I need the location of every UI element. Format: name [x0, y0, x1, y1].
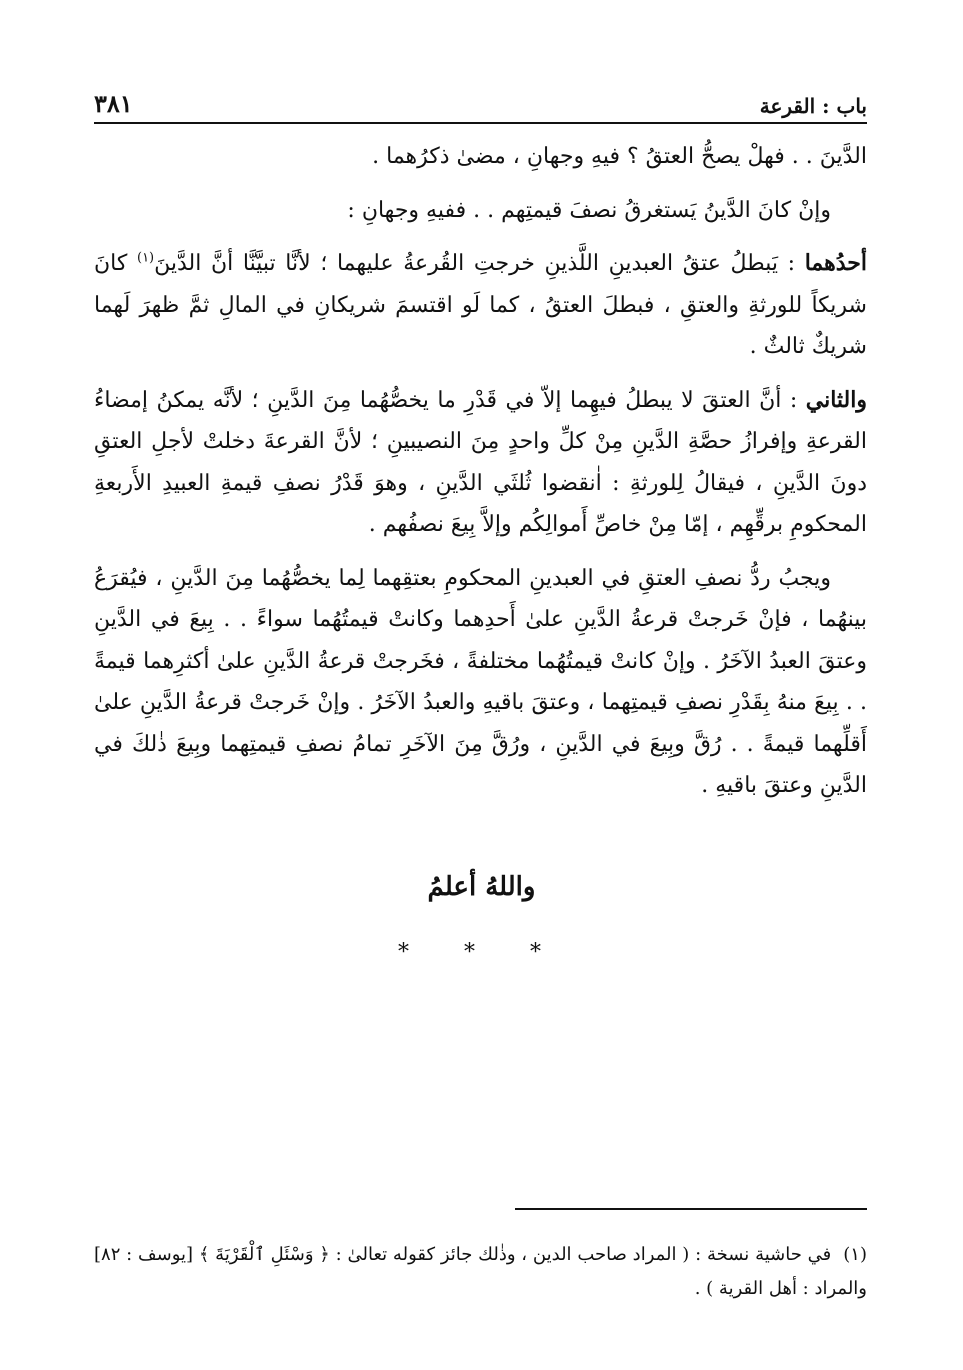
first-opinion-heading: أحدُهما [804, 250, 867, 276]
paragraph-4-text: : أنَّ العتقَ لا يبطلُ فيهِما إلاّ في قَدْرِ ما يخصُّهُما مِنَ الدَّينِ ؛ لأنَّه يمكنُ إمضاءُ القرعةِ وإفرازُ حصَّةِ الدَّينِ مِنْ كلِّ واحدٍ مِنَ النصيبينِ ؛ لأنَّ القرعةَ دخلتْ لأجلِ العتقِ دونَ الدَّينِ ، فيقالُ لِلورثةِ : اٰنقضوا ثُلثَي الدَّينِ ، وهوَ قَدْرُ نصفِ قيمةِ العبيدِ الأَربعةِ المحكومِ برقِّهِم ، إمّا مِنْ خاصِّ أَموالِكُم وإلاَّ بِيعَ نصفُهم . [94, 387, 867, 537]
paragraph-3-rest: كانَ شريكاً للورثةِ والعتقِ ، فبطلَ العتقُ ، كما لَو اقتسمَ شريكانِ في المالِ ثمَّ ظهرَ لَهما شريكٌ ثالثٌ . [94, 251, 867, 359]
second-opinion-heading: والثاني [805, 386, 867, 413]
main-text [94, 136, 867, 819]
paragraph-3 [94, 243, 867, 368]
page-number: ٣٨١ [94, 89, 133, 118]
paragraph-1: الدَّينَ . . فهلْ يصحُّ العتقُ ؟ فيهِ وجهانِ ، مضىٰ ذكرُهما . [372, 144, 867, 169]
footnote-reference[interactable]: (١) [136, 250, 155, 266]
paragraph-2: وإنْ كانَ الدَّينُ يَستغرقُ نصفَ قيمتِهم . . ففيهِ وجهانِ : [347, 197, 831, 223]
section-separator: * * * [398, 940, 565, 965]
paragraph-3-text: : يَبطلُ عتقُ العبدينِ اللَّذينِ خرجتِ القُرعةُ عليهما ؛ لأنَّا تبيَّنَّا أنَّ الدَّينَ [154, 251, 805, 276]
closing-formula: واللهُ أعلمُ [427, 872, 536, 902]
running-header [94, 82, 867, 124]
footnote-divider [515, 1208, 867, 1210]
footnote-number: (١) [843, 1244, 867, 1265]
paragraph-4 [94, 380, 867, 546]
paragraph-5: ويجبُ ردُّ نصفِ العتقِ في العبدينِ المحكومِ بعتقِهما لِما يخصُّهُما مِنَ الدَّينِ ، فيُقرَعُ بينهُما ، فإنْ خَرجتْ قرعةُ الدَّينِ علىٰ أَحدِهما وكانتْ قيمتُهُما سواءً . . بِيعَ في الدَّينِ وعتقَ العبدُ الآخَرُ . وإنْ كانتْ قيمتُهُما مختلفةً ، فخَرجتْ قرعةُ الدَّينِ علىٰ أكثرِهما قيمةً . . بِيعَ منهُ بِقَدْرِ نصفِ قيمتِهما ، وعتقَ باقيهِ والعبدُ الآخَرُ . وإنْ خَرجتْ قرعةُ الدَّينِ علىٰ أَقلِّهما قيمةً . . رُقَّ وبِيعَ في الدَّينِ ، ورُقَّ مِنَ الآخَرِ تمامُ نصفِ قيمتِهما وبِيعَ ذٰلكَ في الدَّينِ وعتقَ باقيهِ . [94, 565, 867, 798]
chapter-title: باب : القرعة [759, 94, 867, 118]
footnote-text: في حاشية نسخة : ( المراد صاحب الدين ، وذٰلك جائز كقوله تعالىٰ : ﴿ وَسْئَلِ ٱلْقَرْيَةَ ﴾ [يوسف : ٨٢] والمراد : أهل القرية ) . [94, 1244, 867, 1299]
footnote [94, 1238, 867, 1306]
